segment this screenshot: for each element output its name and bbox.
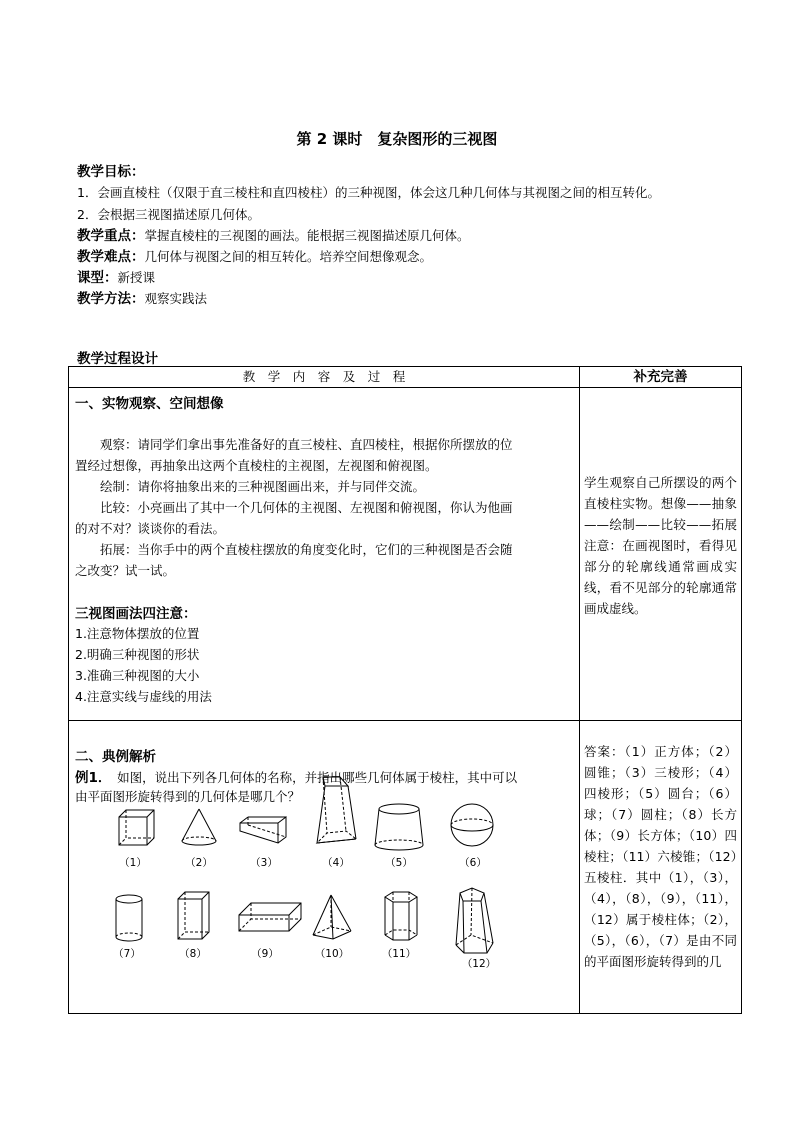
frustum-shape <box>375 804 423 850</box>
section1-paragraph: 的对不对？谈谈你的看法。 <box>75 521 226 536</box>
page-title: 第 2 课时 复杂图形的三视图 <box>296 130 498 148</box>
supplement2-text: 答案：（1）正方体；（2）圆锥；（3）三棱形；（4）四棱形；（5）圆台；（6）球；（7）圆柱；（8）长方体；（9）长方体；（10）四棱柱；（11）六棱锥；（12）五棱柱．其中（1），（3），（4），（8），（9），（11），（12）属于棱柱体；（2），（5），（6），（7）是由不同的平面图形旋转得到的几 <box>584 744 737 969</box>
section1-paragraph: 之改变？试一试。 <box>75 563 176 578</box>
key-point <box>77 224 470 244</box>
hexagonal-prism-shape <box>385 892 417 940</box>
key-point-text: 掌握直棱柱的三视图的画法。能根据三视图描述原几何体。 <box>144 228 470 243</box>
example-label: 例1． <box>75 770 105 786</box>
notes-heading: 三视图画法四注意： <box>75 606 197 622</box>
section1-paragraph: 观察：请同学们拿出事先准备好的直三棱柱、直四棱柱，根据你所摆放的位 <box>75 437 513 452</box>
figure-label: （9） <box>251 948 279 960</box>
quadrangular-prism-shape <box>317 777 356 843</box>
figure-label: （3） <box>250 857 278 869</box>
cube-shape <box>119 810 154 845</box>
lesson-type-text: 新授课 <box>117 270 156 285</box>
supplement1-text: 学生观察自己所摆设的两个直棱柱实物。想像——抽象——绘制——比较——拓展 注意：在画视图时，看得见部分的轮廓线通常画成实线，看不见部分的轮廓通常画成虚线。 <box>584 475 763 616</box>
objective-2: 2．会根据三视图描述原几何体。 <box>77 207 260 222</box>
section1-heading: 一、实物观察、空间想像 <box>75 396 224 412</box>
note-item: 1.注意物体摆放的位置 <box>75 626 200 641</box>
lesson-type <box>77 266 155 286</box>
figure-label: （4） <box>322 857 350 869</box>
figure-label: （2） <box>185 857 213 869</box>
figure-label: （10） <box>314 948 350 960</box>
figure-label: （11） <box>381 948 417 960</box>
note-item: 4.注意实线与虚线的用法 <box>75 689 212 704</box>
cuboid-tall-shape <box>178 892 209 939</box>
lesson-table <box>68 366 763 1014</box>
pentagonal-prism-shape <box>456 888 493 953</box>
method-label: 教学方法： <box>77 291 145 307</box>
cylinder-shape <box>116 895 142 941</box>
table-row <box>69 721 742 1014</box>
process-heading: 教学过程设计 <box>77 351 158 367</box>
section1-paragraph: 绘制：请你将抽象出来的三种视图画出来，并与同伴交流。 <box>75 479 426 494</box>
pyramid-shape <box>313 895 351 939</box>
section1-paragraph: 拓展：当你手中的两个直棱柱摆放的角度变化时，它们的三种视图是否会随 <box>75 542 513 557</box>
note-item: 2.明确三种视图的形状 <box>75 647 200 662</box>
method-text: 观察实践法 <box>144 291 208 306</box>
table-row <box>69 388 742 721</box>
note-item: 3.准确三种视图的大小 <box>75 668 200 683</box>
figure-label: （12） <box>461 958 497 970</box>
supplement1-cell <box>580 388 763 721</box>
objective-1: 1．会画直棱柱（仅限于直三棱柱和直四棱柱）的三种视图，体会这几种几何体与其视图之间的相互转化。 <box>77 185 660 200</box>
sphere-shape <box>451 804 493 846</box>
objectives-heading: 教学目标： <box>77 164 145 180</box>
cone-shape <box>182 809 216 845</box>
section1-paragraph: 置经过想像，再抽象出这两个直棱柱的主视图，左视图和俯视图。 <box>75 458 438 473</box>
figure-label: （6） <box>459 857 487 869</box>
figure-label: （5） <box>385 857 413 869</box>
example-line2: 由平面图形旋转得到的几何体是哪几个？ <box>75 789 301 804</box>
header-supplement: 补充完善 <box>580 367 742 388</box>
figure-label: （7） <box>113 948 141 960</box>
key-point-label: 教学重点： <box>77 228 145 244</box>
section1-cell <box>69 388 580 721</box>
cuboid-flat-shape <box>239 903 301 931</box>
method <box>77 287 207 307</box>
figure-label: （1） <box>119 857 147 869</box>
section2-cell <box>69 721 580 1014</box>
supplement2-cell <box>580 721 742 1014</box>
lesson-type-label: 课型： <box>77 270 118 286</box>
header-content: 教 学 内 容 及 过 程 <box>69 367 580 388</box>
triangular-prism-shape <box>240 817 286 843</box>
section1-paragraph: 比较：小亮画出了其中一个几何体的主视图、左视图和俯视图，你认为他画 <box>75 500 513 515</box>
example-line1: 例1． 如图，说出下列各几何体的名称，并指出哪些几何体属于棱柱，其中可以 <box>75 770 518 786</box>
section2-heading: 二、典例解析 <box>75 749 156 765</box>
difficulty-label: 教学难点： <box>77 249 145 265</box>
difficulty-text: 几何体与视图之间的相互转化。培养空间想像观念。 <box>144 249 433 264</box>
figure-label: （8） <box>179 948 207 960</box>
difficulty <box>77 245 432 265</box>
table-header-row <box>69 367 742 388</box>
